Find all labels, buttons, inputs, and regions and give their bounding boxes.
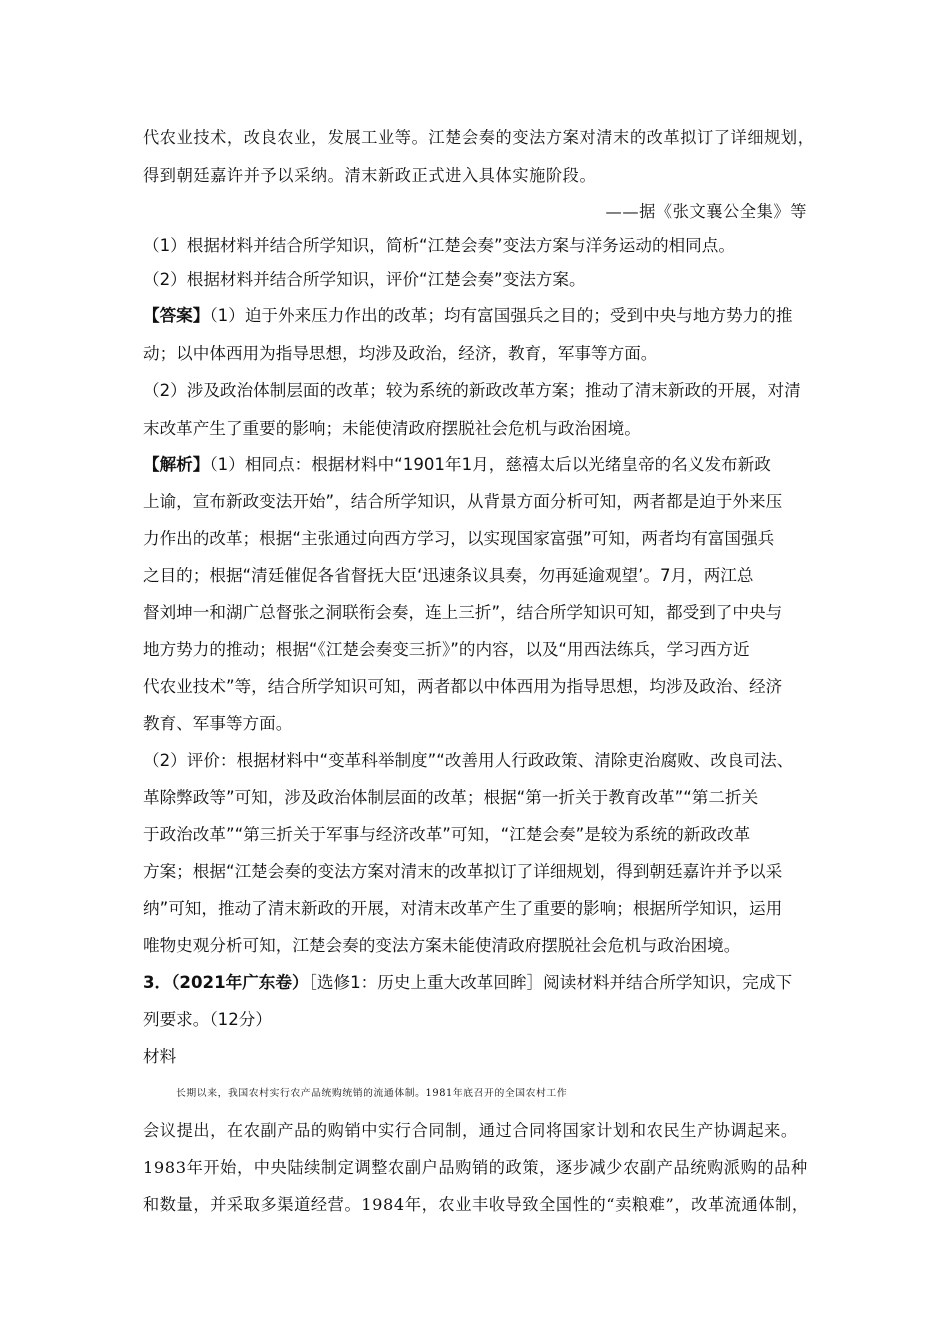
material-line: 和数量，并采取多渠道经营。1984年，农业丰收导致全国性的“卖粮难”，改革流通体制，	[143, 1195, 809, 1214]
analysis-tag: 【解析】	[143, 455, 210, 474]
question-1: （1）根据材料并结合所学知识，简析“江楚会奏”变法方案与洋务运动的相同点。	[143, 236, 735, 255]
analysis-line: 教育、军事等方面。	[143, 714, 293, 733]
material-line: 代农业技术，改良农业，发展工业等。江楚会奏的变法方案对清末的改革拟订了详细规划，	[143, 128, 815, 147]
answer-line	[143, 306, 823, 326]
analysis-line: 于政治改革”“第三折关于军事与经济改革”可知，“江楚会奏”是较为系统的新政改革	[143, 825, 751, 844]
analysis-text: （1）相同点：根据材料中“1901年1月，慈禧太后以光绪皇帝的名义发布新政	[209, 455, 771, 474]
analysis-line: 唯物史观分析可知，江楚会奏的变法方案未能使清政府摆脱社会危机与政治困境。	[143, 936, 741, 955]
material-line: 1983年开始，中央陆续制定调整农副户品购销的政策，逐步减少农副产品统购派购的品种	[143, 1158, 808, 1177]
analysis-line: 革除弊政等”可知，涉及政治体制层面的改革；根据“第一折关于教育改革”“第二折关	[143, 788, 759, 807]
answer-line: 动；以中体西用为指导思想，均涉及政治，经济，教育，军事等方面。	[143, 344, 658, 363]
analysis-line: 力作出的改革；根据“主张通过向西方学习，以实现国家富强”可知，两者均有富国强兵	[143, 529, 775, 548]
analysis-line: 方案；根据“江楚会奏的变法方案对清末的改革拟订了详细规划，得到朝廷嘉许并予以采	[143, 862, 783, 881]
question-text: ［选修1：历史上重大改革回眸］阅读材料并结合所学知识，完成下	[308, 973, 793, 992]
material-label: 材料	[143, 1047, 177, 1066]
analysis-line: 纳”可知，推动了清末新政的开展，对清末改革产生了重要的影响；根据所学知识，运用	[143, 899, 783, 918]
question-source: （2021年广东卷）	[171, 973, 309, 992]
question-3-header	[143, 973, 823, 993]
analysis-line: 之目的；根据“清廷催促各省督抚大臣‘迅速条议具奏，勿再延逾观望’。7月，两江总	[143, 566, 754, 585]
analysis-line: 代农业技术”等，结合所学知识可知，两者都以中体西用为指导思想，均涉及政治、经济	[143, 677, 783, 696]
material-line: 得到朝廷嘉许并予以采纳。清末新政正式进入具体实施阶段。	[143, 166, 597, 185]
analysis-line: 上谕，宣布新政变法开始”，结合所学知识，从背景方面分析可知，两者都是迫于外来压	[143, 492, 783, 511]
answer-line: 末改革产生了重要的影响；未能使清政府摆脱社会危机与政治困境。	[143, 419, 641, 438]
answer-tag: 【答案】	[143, 306, 210, 325]
answer-line: （2）涉及政治体制层面的改革；较为系统的新政改革方案；推动了清末新政的开展，对清	[143, 381, 801, 400]
question-2: （2）根据材料并结合所学知识，评价“江楚会奏”变法方案。	[143, 270, 586, 289]
analysis-line: 地方势力的推动；根据“《江楚会奏变三折》”的内容，以及“用西法练兵，学习西方近	[143, 640, 750, 659]
question-number: 3．	[143, 973, 172, 992]
material-source: ——据《张文襄公全集》等	[605, 202, 807, 221]
answer-text: （1）迫于外来压力作出的改革；均有富国强兵之目的；受到中央与地方势力的推	[209, 306, 793, 325]
material-line: 长期以来，我国农村实行农产品统购统销的流通体制。1981年底召开的全国农村工作	[176, 1088, 568, 1099]
analysis-line: 督刘坤一和湖广总督张之洞联衔会奏，连上三折”，结合所学知识可知，都受到了中央与	[143, 603, 783, 622]
material-line: 会议提出，在农副产品的购销中实行合同制，通过合同将国家计划和农民生产协调起来。	[143, 1121, 798, 1140]
analysis-line: （2）评价：根据材料中“变革科举制度”“改善用人行政政策、清除吏治腐败、改良司法、	[143, 751, 794, 770]
analysis-line	[143, 455, 823, 475]
question-text-cont: 列要求。（12分）	[143, 1010, 272, 1029]
